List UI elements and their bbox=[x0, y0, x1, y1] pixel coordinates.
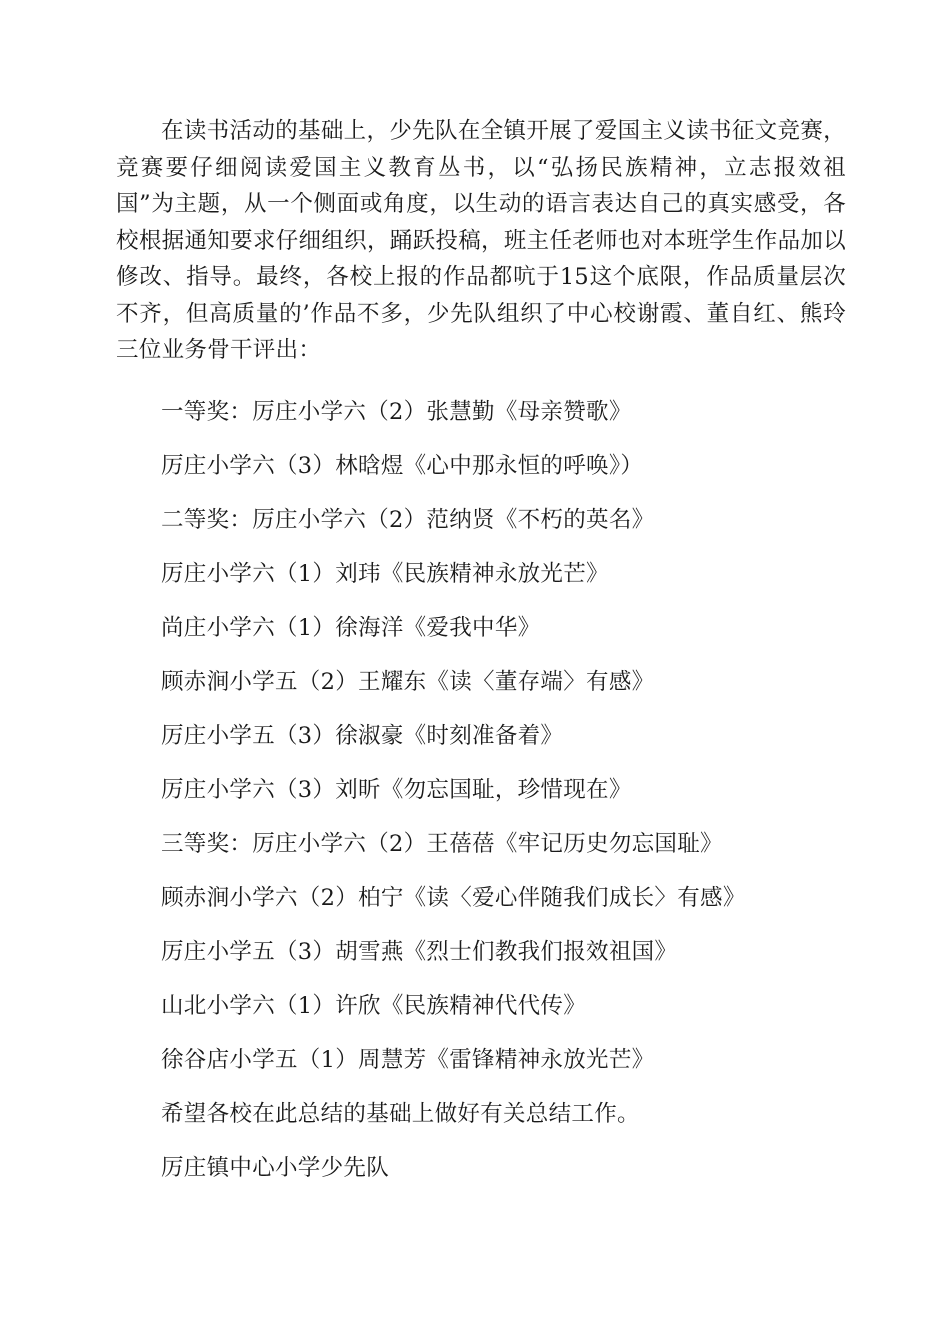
list-item: 厉庄小学六（1）刘玮《民族精神永放光芒》 bbox=[161, 561, 609, 587]
list-item: 山北小学六（1）许欣《民族精神代代传》 bbox=[161, 993, 587, 1019]
award-list bbox=[161, 395, 746, 1205]
list-item: 顾赤涧小学六（2）柏宁《读〈爱心伴随我们成长〉有感》 bbox=[161, 885, 746, 911]
list-item: 徐谷店小学五（1）周慧芳《雷锋精神永放光芒》 bbox=[161, 1047, 655, 1073]
list-item: 厉庄小学五（3）胡雪燕《烈士们教我们报效祖国》 bbox=[161, 939, 678, 965]
list-item: 厉庄小学六（3）林晗煜《心中那永恒的呼唤》） bbox=[161, 453, 644, 479]
intro-paragraph: 在读书活动的基础上，少先队在全镇开展了爱国主义读书征文竞赛，竞赛要仔细阅读爱国主义教育丛书，以“弘扬民族精神，立志报效祖国”为主题，从一个侧面或角度，以生动的语言表达自己的真实感受，各校根据通知要求仔细组织，踊跃投稿，班主任老师也对本班学生作品加以修改、指导。最终，各校上报的作品都吭于15这个底限，作品质量层次不齐，但高质量的’作品不多，少先队组织了中心校谢霞、董自红、熊玲三位业务骨干评出： bbox=[116, 118, 846, 363]
list-item: 二等奖：厉庄小学六（2）范纳贤《不朽的英名》 bbox=[161, 507, 655, 533]
list-item: 三等奖：厉庄小学六（2）王蓓蓓《牢记历史勿忘国耻》 bbox=[161, 831, 723, 857]
signature: 厉庄镇中心小学少先队 bbox=[161, 1155, 390, 1181]
list-item: 尚庄小学六（1）徐海洋《爱我中华》 bbox=[161, 615, 541, 641]
list-item: 一等奖：厉庄小学六（2）张慧勤《母亲赞歌》 bbox=[161, 399, 632, 425]
list-item: 厉庄小学六（3）刘昕《勿忘国耻，珍惜现在》 bbox=[161, 777, 632, 803]
closing-sentence: 希望各校在此总结的基础上做好有关总结工作。 bbox=[161, 1101, 640, 1127]
list-item: 厉庄小学五（3）徐淑豪《时刻准备着》 bbox=[161, 723, 564, 749]
list-item: 顾赤涧小学五（2）王耀东《读〈董存端〉有感》 bbox=[161, 669, 655, 695]
